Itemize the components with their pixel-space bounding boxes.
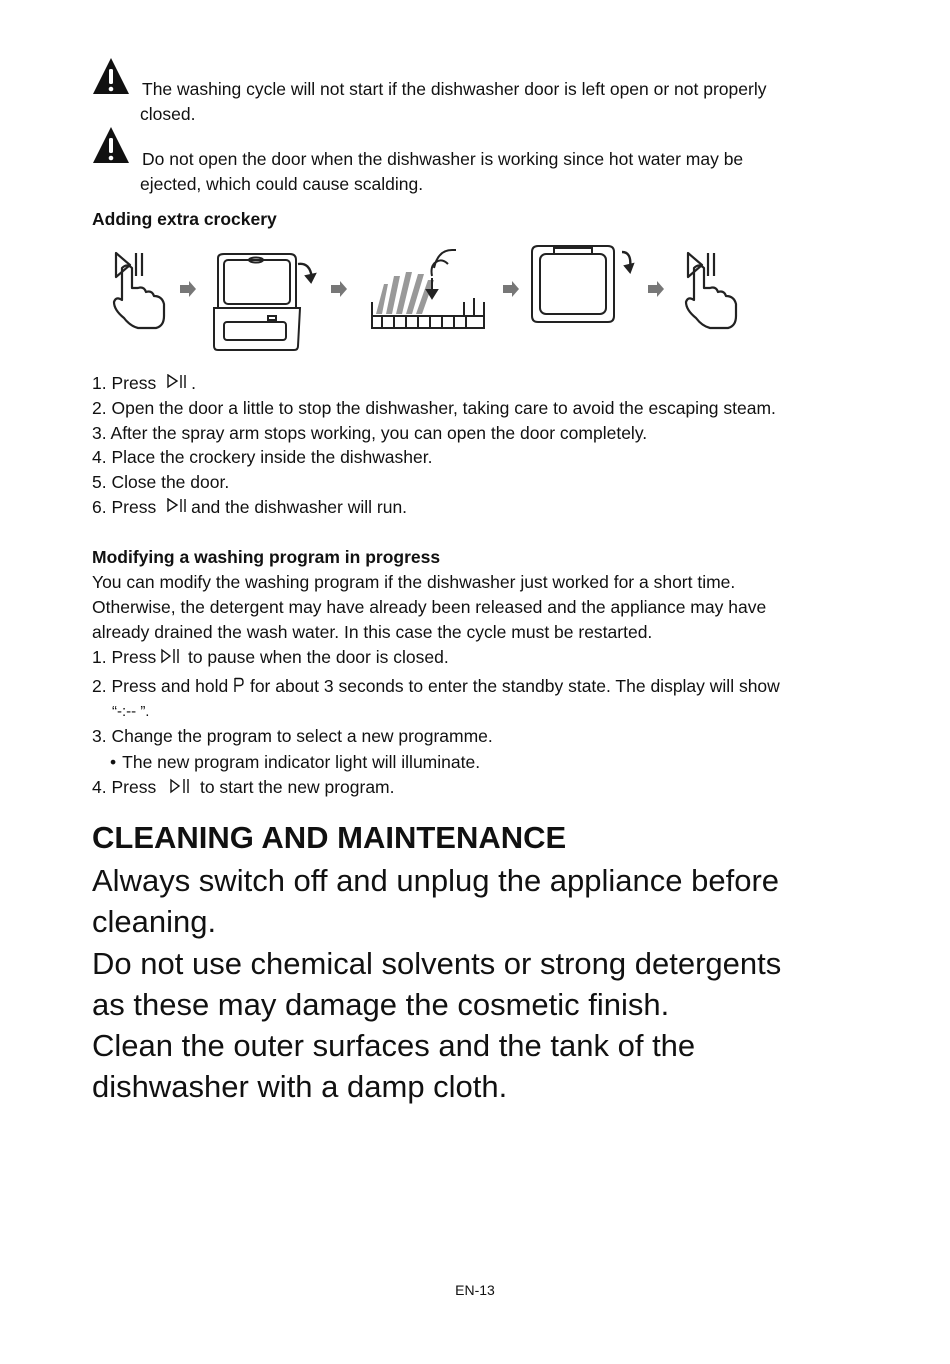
paragraph-line: Clean the outer surfaces and the tank of the [92, 1028, 696, 1064]
start-pause-icon [167, 498, 191, 514]
step-text: for about 3 seconds to enter the standby state. The display will show [249, 676, 780, 696]
list-item [92, 421, 852, 446]
arrow-right-icon [180, 281, 196, 297]
paragraph-line: as these may damage the cosmetic finish. [92, 986, 670, 1022]
display-readout: “-:-- ”. [112, 703, 150, 720]
warning-scalding [92, 126, 852, 196]
step-number: 1. [92, 373, 107, 393]
warning-triangle-icon [92, 57, 130, 95]
step-text: 2. Press and hold [92, 676, 229, 696]
paragraph-line: already drained the wash water. In this case the cycle must be restarted. [92, 622, 653, 642]
step-text: Press [111, 496, 157, 517]
warning-text [140, 77, 850, 127]
modifying-step-1 [92, 645, 852, 670]
paragraph-line: cleaning. [92, 904, 217, 940]
paragraph-line: Do not use chemical solvents or strong detergents [92, 945, 782, 981]
power-standby-icon [233, 677, 245, 693]
paragraph-line: You can modify the washing program if the dishwasher just worked for a short time. [92, 572, 736, 592]
list-item [92, 396, 852, 421]
step-text: Close the door. [111, 472, 230, 493]
step-number: 5. [92, 472, 107, 493]
paragraph-line: Always switch off and unplug the appliance before [92, 863, 780, 898]
step-number: 2. [92, 397, 107, 418]
step-text: 1. Press [92, 647, 157, 667]
list-item [92, 470, 852, 495]
step-text: After the spray arm stops working, you can open the door completely. [110, 422, 648, 443]
warning-triangle-icon [92, 126, 130, 164]
section-heading-adding-crockery: Adding extra crockery [92, 209, 277, 229]
warning-line: closed. [140, 104, 196, 124]
arrow-right-icon [648, 281, 664, 297]
dishwasher-open-icon [214, 254, 315, 350]
step-text: and the dishwasher will run. [191, 496, 408, 517]
modifying-step-3: 3. Change the program to select a new programme. [92, 726, 493, 746]
section-heading-cleaning: CLEANING AND MAINTENANCE [92, 820, 567, 855]
warning-door-open [92, 57, 852, 127]
cleaning-text [92, 860, 882, 1108]
paragraph-line: Otherwise, the detergent may have already been released and the appliance may have [92, 597, 767, 617]
step-text: Open the door a little to stop the dishwasher, taking care to avoid the escaping steam. [111, 397, 776, 418]
warning-line: The washing cycle will not start if the dishwasher door is left open or not properly [142, 79, 767, 99]
step-text: 4. Press [92, 777, 157, 797]
adding-crockery-steps [92, 371, 852, 520]
list-item [92, 445, 852, 470]
start-pause-icon [167, 778, 195, 794]
start-pause-icon [161, 648, 183, 664]
adding-crockery-diagram [100, 238, 760, 358]
modifying-intro [92, 570, 852, 645]
step-text: to pause when the door is closed. [187, 647, 449, 667]
section-heading-modifying: Modifying a washing program in progress [92, 547, 441, 567]
arrow-right-icon [503, 281, 519, 297]
list-item [92, 495, 852, 520]
arrow-right-icon [331, 281, 347, 297]
step-number: 6. [92, 496, 107, 517]
step-number: 4. [92, 447, 107, 468]
step-text: Place the crockery inside the dishwasher. [111, 447, 433, 468]
step-text: . [191, 373, 196, 393]
step-text: to start the new program. [199, 777, 395, 797]
bullet-dot-icon: • [110, 752, 117, 772]
step-number: 3. [92, 422, 107, 443]
bullet-item [92, 750, 870, 775]
bullet-text: The new program indicator light will illuminate. [122, 752, 481, 772]
modifying-step-4 [92, 775, 852, 800]
paragraph-line: dishwasher with a damp cloth. [92, 1069, 508, 1105]
list-item [92, 371, 852, 396]
hand-press-start-pause-icon [686, 253, 736, 328]
warning-text [140, 147, 850, 197]
warning-line: Do not open the door when the dishwasher is working since hot water may be [142, 149, 744, 169]
start-pause-icon [167, 374, 191, 390]
hand-press-start-pause-icon [114, 253, 164, 328]
rack-crockery-icon [372, 250, 484, 328]
step-text: Press [111, 373, 157, 393]
dishwasher-closed-icon [532, 246, 633, 322]
modifying-step-2 [92, 674, 852, 724]
warning-line: ejected, which could cause scalding. [140, 174, 424, 194]
page-number: EN-13 [455, 1282, 495, 1298]
